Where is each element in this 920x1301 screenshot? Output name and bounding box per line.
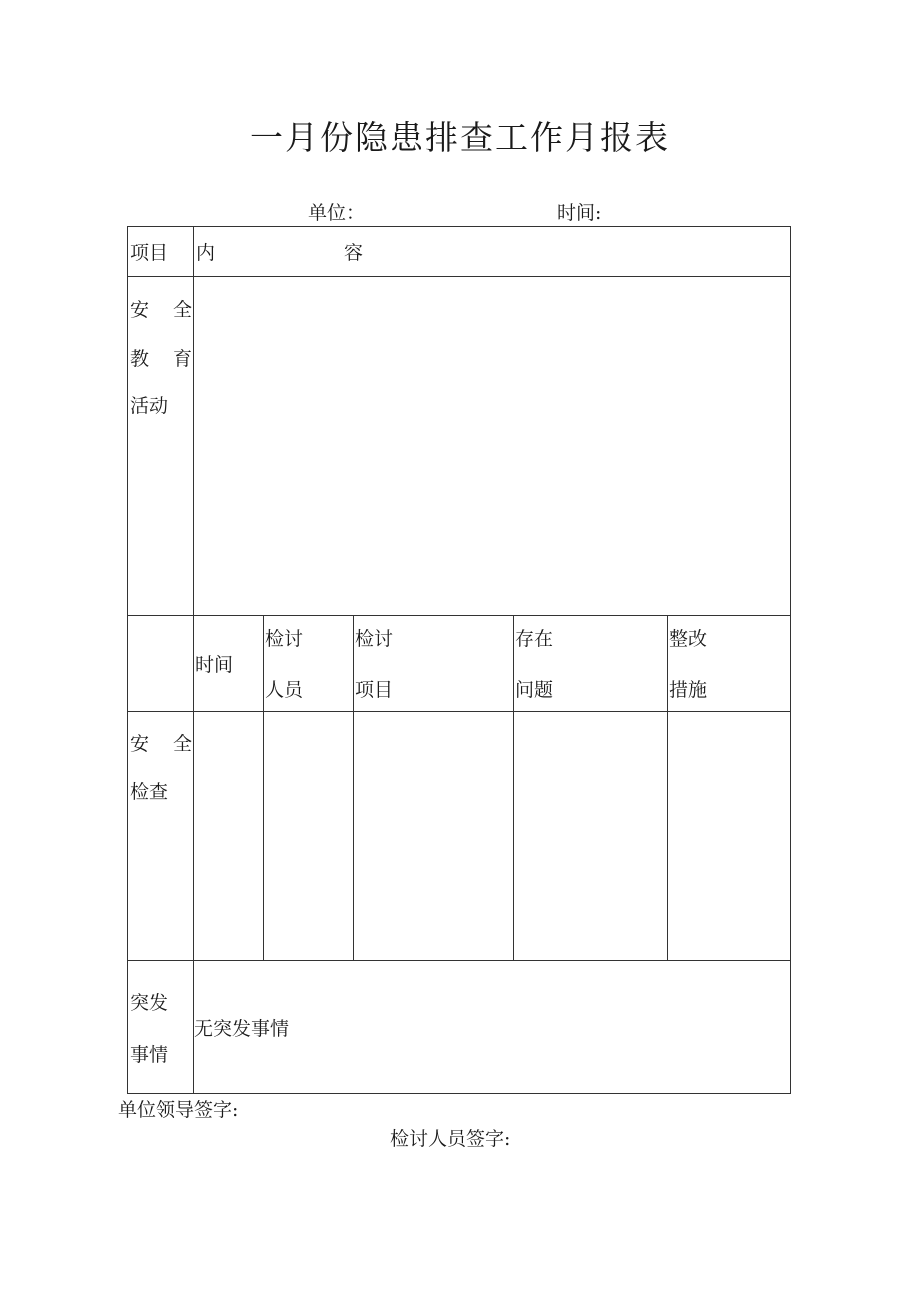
col-problem-header-line1: 存在	[515, 628, 554, 650]
emergency-label-line2: 事情	[130, 1044, 169, 1066]
column-divider	[193, 227, 194, 1093]
education-label-line1	[130, 297, 192, 323]
col-measure-header-line1: 整改	[669, 628, 708, 650]
education-char: 全	[172, 299, 192, 321]
col-personnel-header-line2: 人员	[265, 679, 304, 701]
column-divider	[513, 615, 514, 961]
col-time-header: 时间	[195, 654, 234, 676]
emergency-label-line1: 突发	[130, 992, 169, 1014]
row-divider	[128, 711, 790, 712]
column-divider	[263, 615, 264, 961]
col-item-header-line2: 项目	[355, 679, 394, 701]
education-char: 教	[130, 348, 150, 370]
column-divider	[667, 615, 668, 961]
leader-signature-label: 单位领导签字:	[118, 1099, 239, 1121]
inspection-char: 全	[172, 733, 192, 755]
inspection-char: 安	[130, 733, 150, 755]
header-content-label-right: 容	[344, 242, 364, 264]
header-content-label-left: 内	[196, 242, 216, 264]
row-divider	[128, 276, 790, 277]
education-label-line3: 活动	[130, 395, 169, 417]
checker-signature-label: 检讨人员签字:	[390, 1128, 511, 1150]
row-divider	[128, 615, 790, 616]
inspection-label-line2: 检查	[130, 781, 169, 803]
time-label: 时间:	[557, 202, 602, 224]
col-item-header-line1: 检讨	[355, 628, 394, 650]
education-label-line2	[130, 346, 192, 372]
row-divider	[128, 960, 790, 961]
report-table	[127, 226, 791, 1094]
inspection-label-line1	[130, 731, 192, 757]
col-measure-header-line2: 措施	[669, 679, 708, 701]
education-char: 育	[172, 348, 192, 370]
col-personnel-header-line1: 检讨	[265, 628, 304, 650]
header-item-label: 项目	[130, 242, 169, 264]
emergency-content: 无突发事情	[194, 1018, 290, 1040]
page-title: 一月份隐患排查工作月报表	[250, 118, 670, 157]
education-char: 安	[130, 299, 150, 321]
col-problem-header-line2: 问题	[515, 679, 554, 701]
unit-label: 单位：	[308, 202, 366, 224]
column-divider	[353, 615, 354, 961]
